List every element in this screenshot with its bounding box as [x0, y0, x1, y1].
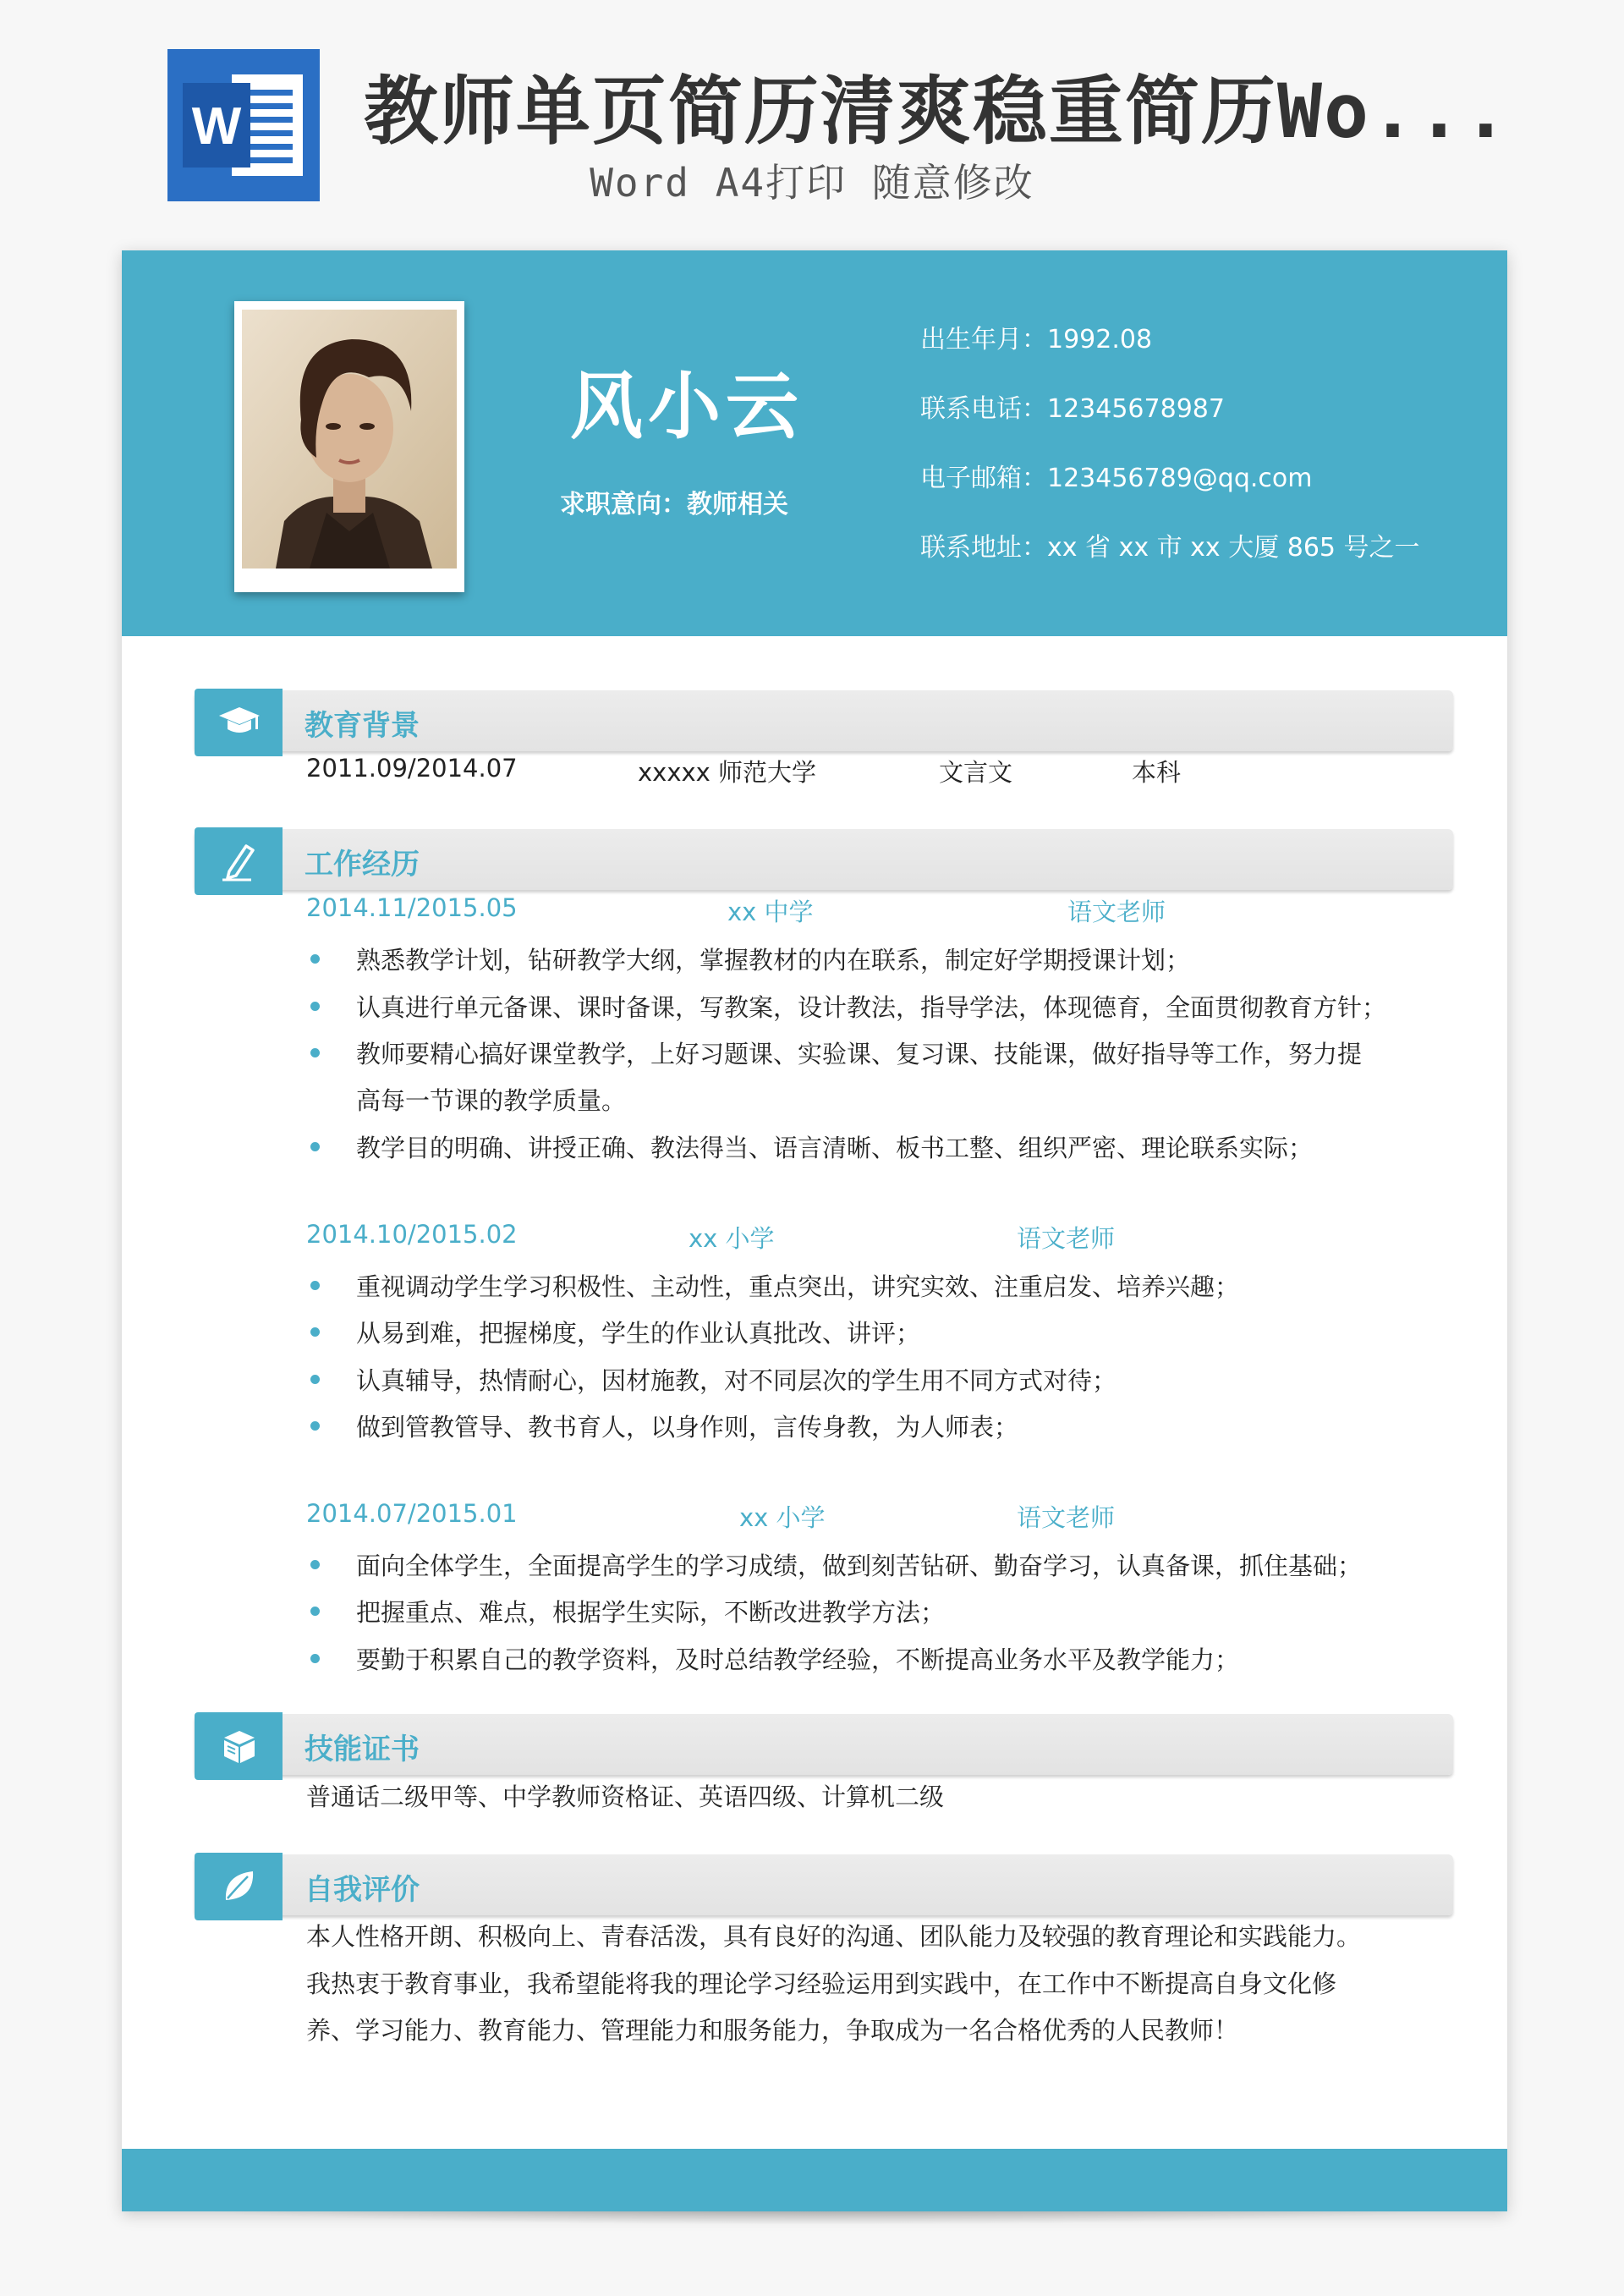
section-title-skills: 技能证书	[304, 1733, 420, 1766]
job-item: 认真辅导，热情耐心，因材施教，对不同层次的学生用不同方式对待；	[356, 1366, 1117, 1395]
bullet-dot	[310, 1375, 320, 1384]
edu-school: xxxxx 师范大学	[638, 758, 817, 787]
job-org: xx 小学	[739, 1503, 826, 1532]
candidate-name: 风小云	[570, 365, 804, 449]
job-item: 熟悉教学计划，钻研教学大纲，掌握教材的内在联系，制定好学期授课计划；	[356, 946, 1191, 975]
self-eval-line: 我热衷于教育事业，我希望能将我的理论学习经验运用到实践中，在工作中不断提高自身文化修	[306, 1969, 1337, 1998]
banner-subtitle: Word A4打印 随意修改	[590, 160, 1034, 206]
section-education	[195, 690, 1453, 751]
edu-period: 2011.09/2014.07	[306, 754, 518, 783]
job-item-continued: 高每一节课的教学质量。	[356, 1086, 627, 1115]
section-skills	[195, 1714, 1453, 1775]
resume-page	[122, 250, 1507, 2211]
job-period: 2014.10/2015.02	[306, 1220, 518, 1249]
job-role: 语文老师	[1017, 1224, 1116, 1253]
pencil-icon	[217, 841, 261, 882]
bullet-dot	[310, 1142, 320, 1151]
banner-title: 教师单页简历清爽稳重简历Wo...	[364, 68, 1510, 155]
word-logo-letter: W	[191, 97, 242, 156]
job-org: xx 中学	[727, 898, 814, 926]
birth-info: 出生年月：1992.08	[920, 325, 1153, 354]
bullet-dot	[310, 1560, 320, 1569]
section-title-work: 工作经历	[304, 848, 420, 882]
job-item: 教学目的明确、讲授正确、教法得当、语言清晰、板书工整、组织严密、理论联系实际；	[356, 1134, 1314, 1162]
book-icon	[217, 1726, 261, 1766]
bullet-dot	[310, 1048, 320, 1057]
photo-frame	[234, 301, 464, 592]
job-role: 语文老师	[1017, 1503, 1116, 1532]
bullet-dot	[310, 1421, 320, 1431]
edu-degree: 本科	[1132, 758, 1182, 787]
job-item: 面向全体学生，全面提高学生的学习成绩，做到刻苦钻研、勤奋学习，认真备课，抓住基础；	[356, 1552, 1363, 1580]
job-org: xx 小学	[689, 1224, 775, 1253]
address-info: 联系地址：xx 省 xx 市 xx 大厦 865 号之一	[920, 533, 1420, 563]
leaf-icon	[217, 1866, 261, 1907]
job-item: 认真进行单元备课、课时备课，写教案，设计教法，指导学法，体现德育，全面贯彻教育方针；	[356, 993, 1387, 1022]
job-period: 2014.11/2015.05	[306, 893, 518, 922]
resume-footer-bar	[122, 2149, 1507, 2211]
job-item: 教师要精心搞好课堂教学，上好习题课、实验课、复习课、技能课，做好指导等工作，努力提	[356, 1040, 1363, 1068]
job-period: 2014.07/2015.01	[306, 1499, 518, 1528]
section-work	[195, 829, 1453, 890]
resume-header	[122, 250, 1507, 636]
section-title-education: 教育背景	[304, 709, 420, 743]
graduation-cap-icon	[217, 702, 261, 743]
self-eval-line: 本人性格开朗、积极向上、青春活泼，具有良好的沟通、团队能力及较强的教育理论和实践能力。	[306, 1922, 1362, 1951]
self-eval-line: 养、学习能力、教育能力、管理能力和服务能力，争取成为一名合格优秀的人民教师！	[306, 2016, 1239, 2045]
job-item: 做到管教管导、教书育人，以身作则，言传身教，为人师表；	[356, 1413, 1019, 1442]
job-item: 重视调动学生学习积极性、主动性，重点突出，讲究实效、注重启发、培养兴趣；	[356, 1272, 1240, 1301]
bullet-dot	[310, 1281, 320, 1290]
bullet-dot	[310, 1002, 320, 1011]
skills-text: 普通话二级甲等、中学教师资格证、英语四级、计算机二级	[306, 1782, 945, 1811]
bullet-dot	[310, 1327, 320, 1337]
bullet-dot	[310, 1607, 320, 1616]
profile-photo	[242, 310, 457, 569]
job-role: 语文老师	[1067, 898, 1166, 926]
job-intent: 求职意向：教师相关	[560, 490, 788, 519]
job-item: 把握重点、难点，根据学生实际，不断改进教学方法；	[356, 1598, 946, 1627]
job-item: 要勤于积累自己的教学资料，及时总结教学经验，不断提高业务水平及教学能力；	[356, 1645, 1240, 1674]
phone-info: 联系电话：12345678987	[920, 394, 1225, 424]
bullet-dot	[310, 1654, 320, 1663]
bullet-dot	[310, 954, 320, 964]
edu-major: 文言文	[939, 758, 1013, 787]
section-title-self-eval: 自我评价	[304, 1873, 420, 1907]
job-item: 从易到难，把握梯度，学生的作业认真批改、讲评；	[356, 1319, 921, 1348]
section-self-eval	[195, 1854, 1453, 1915]
email-info: 电子邮箱：123456789@qq.com	[920, 464, 1313, 493]
